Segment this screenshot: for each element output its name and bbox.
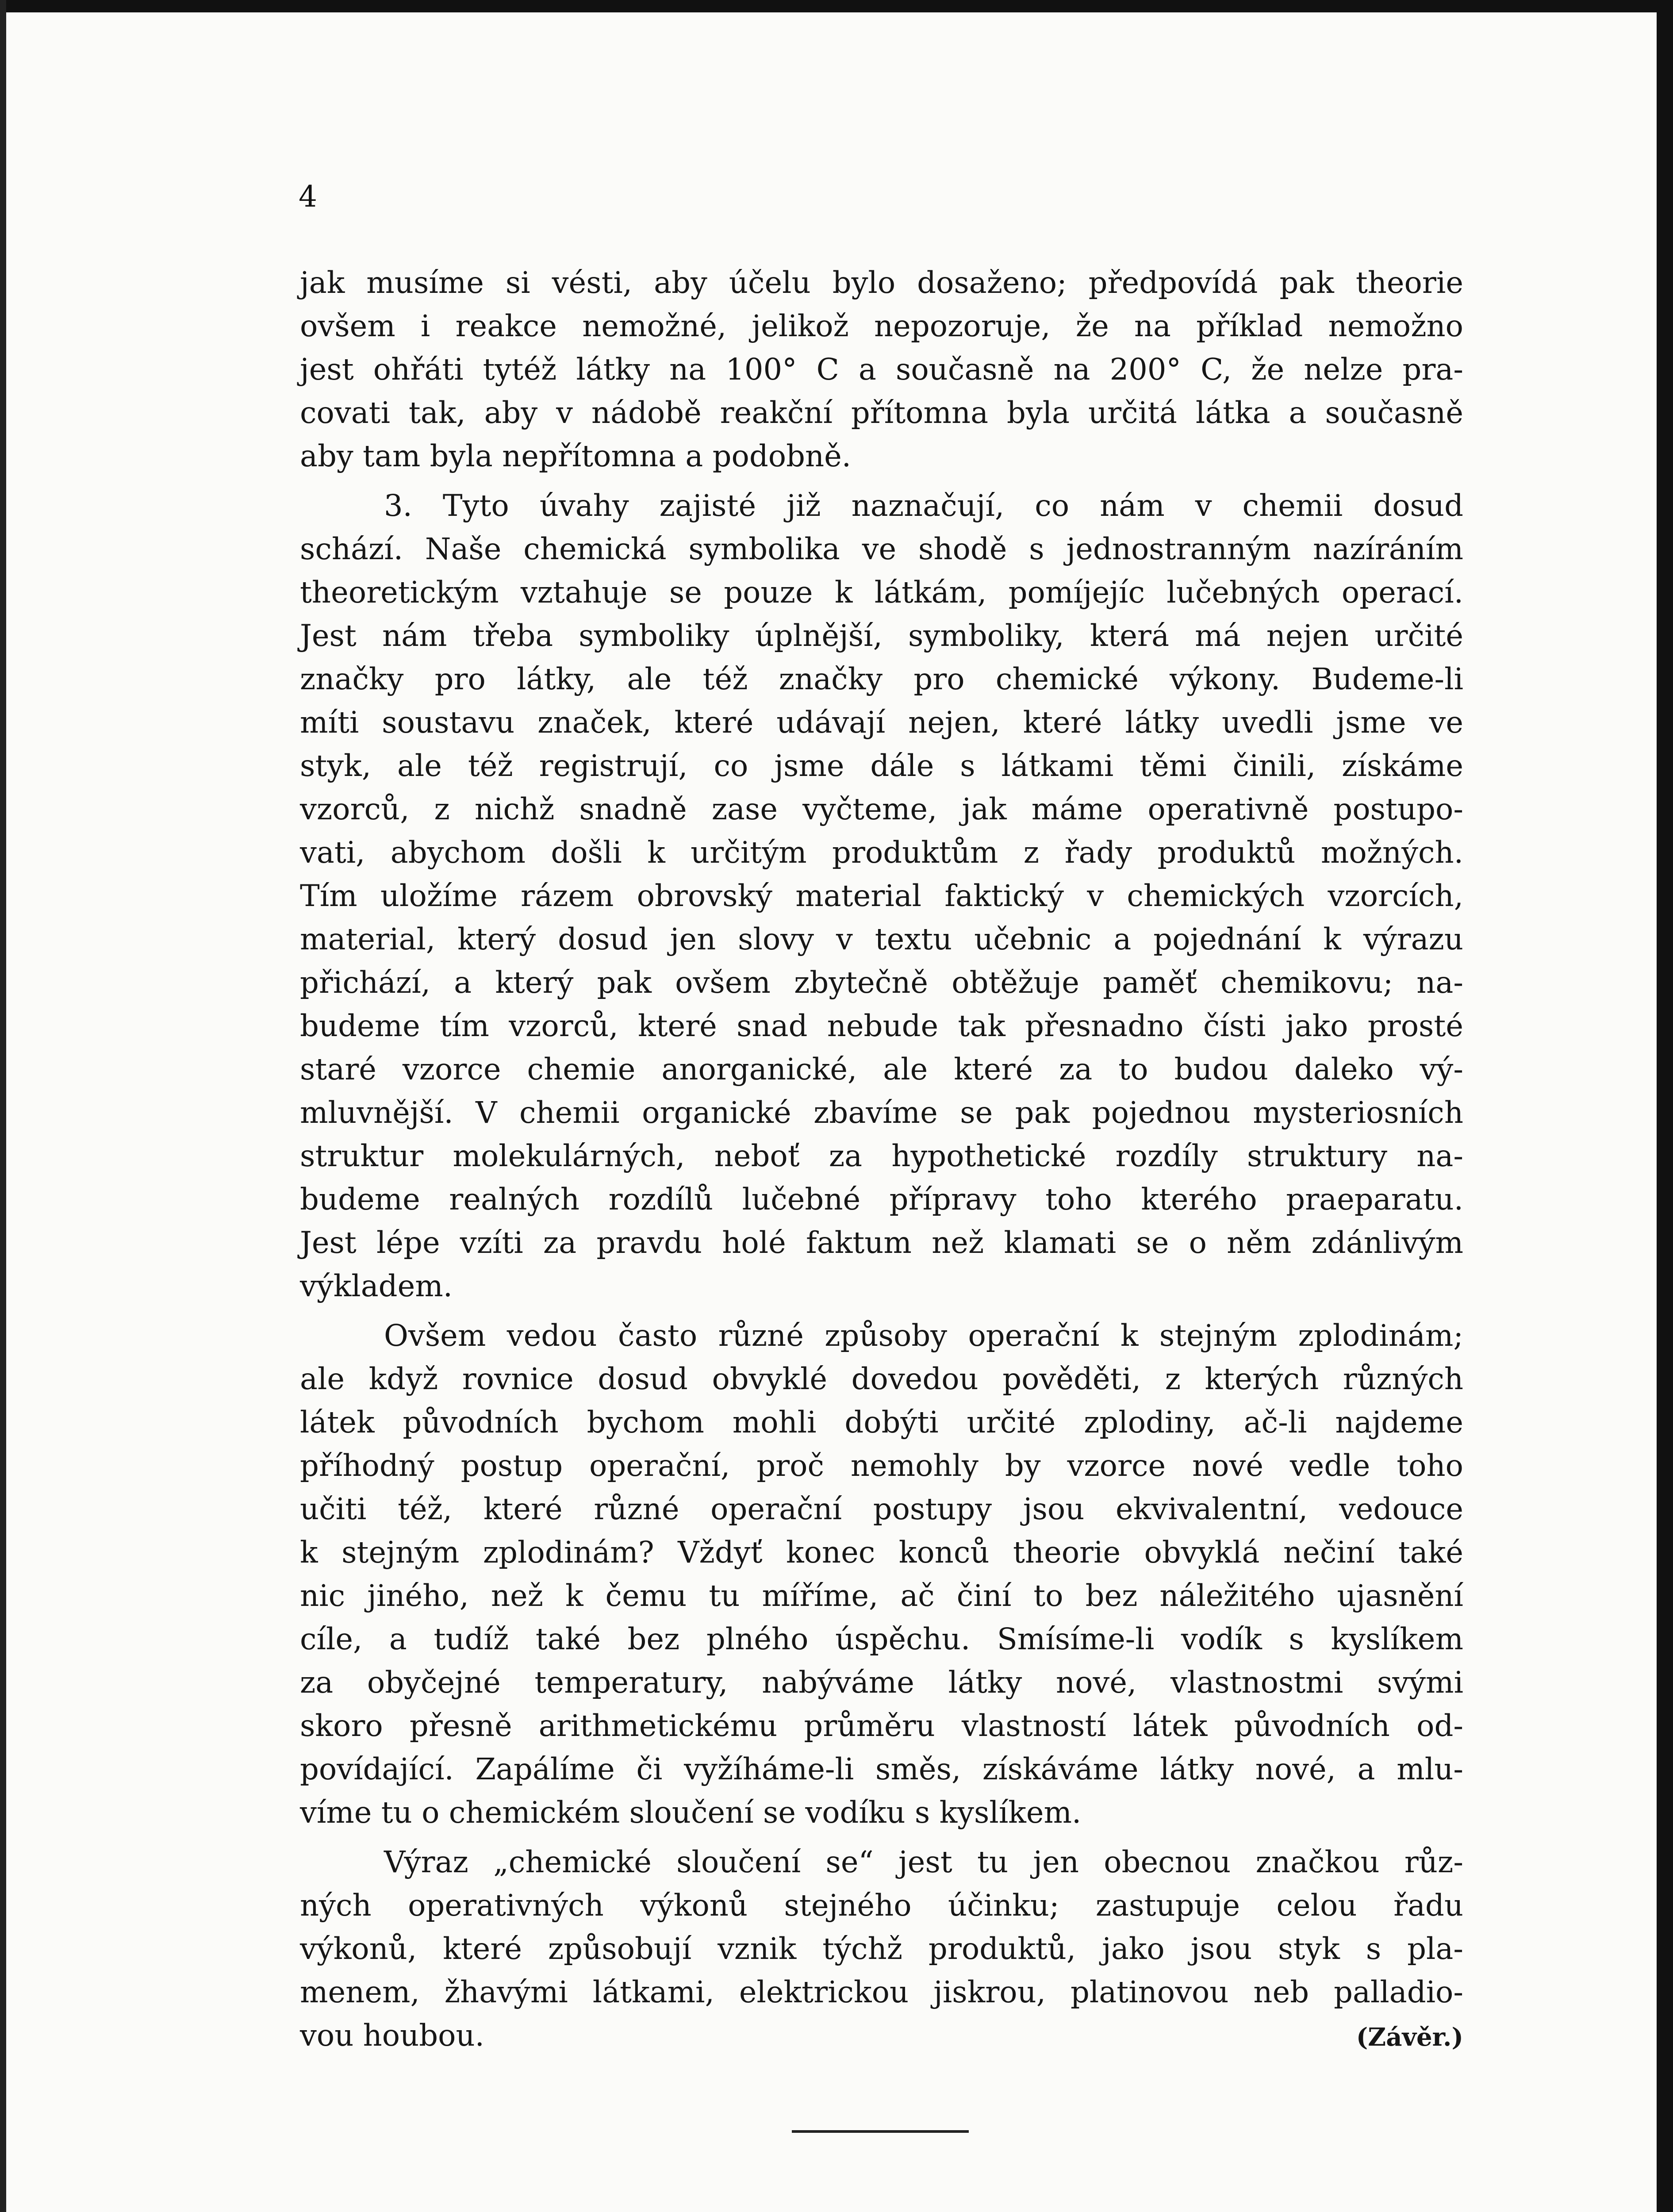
text-line: víme tu o chemickém sloučení se vodíku s kyslíkem.	[300, 1795, 1082, 1830]
paragraph-gap	[300, 1308, 1463, 1314]
scan-border-right	[1657, 0, 1673, 2212]
text-line: Výraz „chemické sloučení se“ jest tu jen obecnou značkou růz-	[384, 1845, 1463, 1879]
text-line: míti soustavu značek, které udávají nejen, které látky uvedli jsme ve	[300, 705, 1463, 740]
text-line: jak musíme si vésti, aby účelu bylo dosaženo; předpovídá pak theorie	[300, 265, 1463, 300]
paragraph-1	[300, 261, 1463, 478]
text-line: theoretickým vztahuje se pouze k látkám, pomíjejíc lučebných operací.	[300, 575, 1463, 610]
text-line: výkladem.	[300, 1269, 453, 1303]
conclusion-note: (Závěr.)	[1356, 2023, 1463, 2052]
text-line: výkonů, které způsobují vznik týchž produktů, jako jsou styk s pla-	[300, 1932, 1463, 1966]
page-number: 4	[299, 180, 317, 214]
text-line: Tím uložíme rázem obrovský material faktický v chemických vzorcích,	[300, 879, 1463, 913]
text-line: cíle, a tudíž také bez plného úspěchu. Smísíme-li vodík s kyslíkem	[300, 1622, 1463, 1656]
text-line: ovšem i reakce nemožné, jelikož nepozoruje, že na příklad nemožno	[300, 309, 1463, 343]
text-line: covati tak, aby v nádobě reakční přítomna byla určitá látka a současně	[300, 396, 1463, 430]
text-line: nic jiného, než k čemu tu míříme, ač činí to bez náležitého ujasnění	[300, 1578, 1463, 1613]
body-text	[300, 261, 1463, 2057]
text-line: vati, abychom došli k určitým produktům z řady produktů možných.	[300, 835, 1463, 870]
text-line: schází. Naše chemická symbolika ve shodě s jednostranným nazíráním	[300, 532, 1463, 566]
text-line: látek původních bychom mohli dobýti určité zplodiny, ač-li najdeme	[300, 1405, 1463, 1440]
paragraph-gap	[300, 478, 1463, 484]
text-line: povídající. Zapálíme či vyžíháme-li směs, získáváme látky nové, a mlu-	[300, 1752, 1463, 1786]
text-line: skoro přesně arithmetickému průměru vlastností látek původních od-	[300, 1709, 1463, 1743]
text-line: značky pro látky, ale též značky pro chemické výkony. Budeme-li	[300, 662, 1463, 696]
text-line: 3. Tyto úvahy zajisté již naznačují, co nám v chemii dosud	[384, 488, 1463, 523]
closing-line	[300, 2014, 1463, 2057]
text-line: za obyčejné temperatury, nabýváme látky nové, vlastnostmi svými	[300, 1665, 1463, 1700]
text-line: příhodný postup operační, proč nemohly by vzorce nové vedle toho	[300, 1448, 1463, 1483]
scan-border-left	[0, 0, 6, 2212]
text-line: budeme tím vzorců, které snad nebude tak přesnadno čísti jako prosté	[300, 1009, 1463, 1043]
text-line: ných operativných výkonů stejného účinku; zastupuje celou řadu	[300, 1888, 1463, 1923]
text-line: Jest nám třeba symboliky úplnější, symboliky, která má nejen určité	[300, 618, 1463, 653]
text-line: vzorců, z nichž snadně zase vyčteme, jak máme operativně postupo-	[300, 792, 1463, 826]
paragraph-4	[300, 1840, 1463, 2057]
text-line: vou houbou.	[300, 2018, 484, 2053]
text-line: material, který dosud jen slovy v textu učebnic a pojednání k výrazu	[300, 922, 1463, 956]
scan-border-top	[0, 0, 1673, 12]
end-rule-divider	[792, 2130, 969, 2133]
text-line: staré vzorce chemie anorganické, ale které za to budou daleko vý-	[300, 1052, 1463, 1087]
text-line: mluvnější. V chemii organické zbavíme se pak pojednou mysteriosních	[300, 1095, 1463, 1130]
text-line: Jest lépe vzíti za pravdu holé faktum než klamati se o něm zdánlivým	[300, 1225, 1463, 1260]
text-line: budeme realných rozdílů lučebné přípravy toho kterého praeparatu.	[300, 1182, 1463, 1217]
paragraph-3	[300, 1314, 1463, 1834]
text-line: učiti též, které různé operační postupy jsou ekvivalentní, vedouce	[300, 1492, 1463, 1526]
text-line: Ovšem vedou často různé způsoby operační k stejným zplodinám;	[384, 1318, 1463, 1353]
paragraph-gap	[300, 1834, 1463, 1840]
text-line: přichází, a který pak ovšem zbytečně obtěžuje paměť chemikovu; na-	[300, 965, 1463, 1000]
paragraph-2	[300, 484, 1463, 1308]
text-line: ale když rovnice dosud obvyklé dovedou pověděti, z kterých různých	[300, 1362, 1463, 1396]
text-line: menem, žhavými látkami, elektrickou jiskrou, platinovou neb palladio-	[300, 1975, 1463, 2009]
text-line: k stejným zplodinám? Vždyť konec konců theorie obvyklá nečiní také	[300, 1535, 1463, 1570]
text-line: jest ohřáti tytéž látky na 100° C a současně na 200° C, že nelze pra-	[300, 352, 1463, 387]
text-line: struktur molekulárných, neboť za hypothetické rozdíly struktury na-	[300, 1139, 1463, 1173]
text-line: aby tam byla nepřítomna a podobně.	[300, 439, 852, 473]
text-line: styk, ale též registrují, co jsme dále s látkami těmi činili, získáme	[300, 749, 1463, 783]
